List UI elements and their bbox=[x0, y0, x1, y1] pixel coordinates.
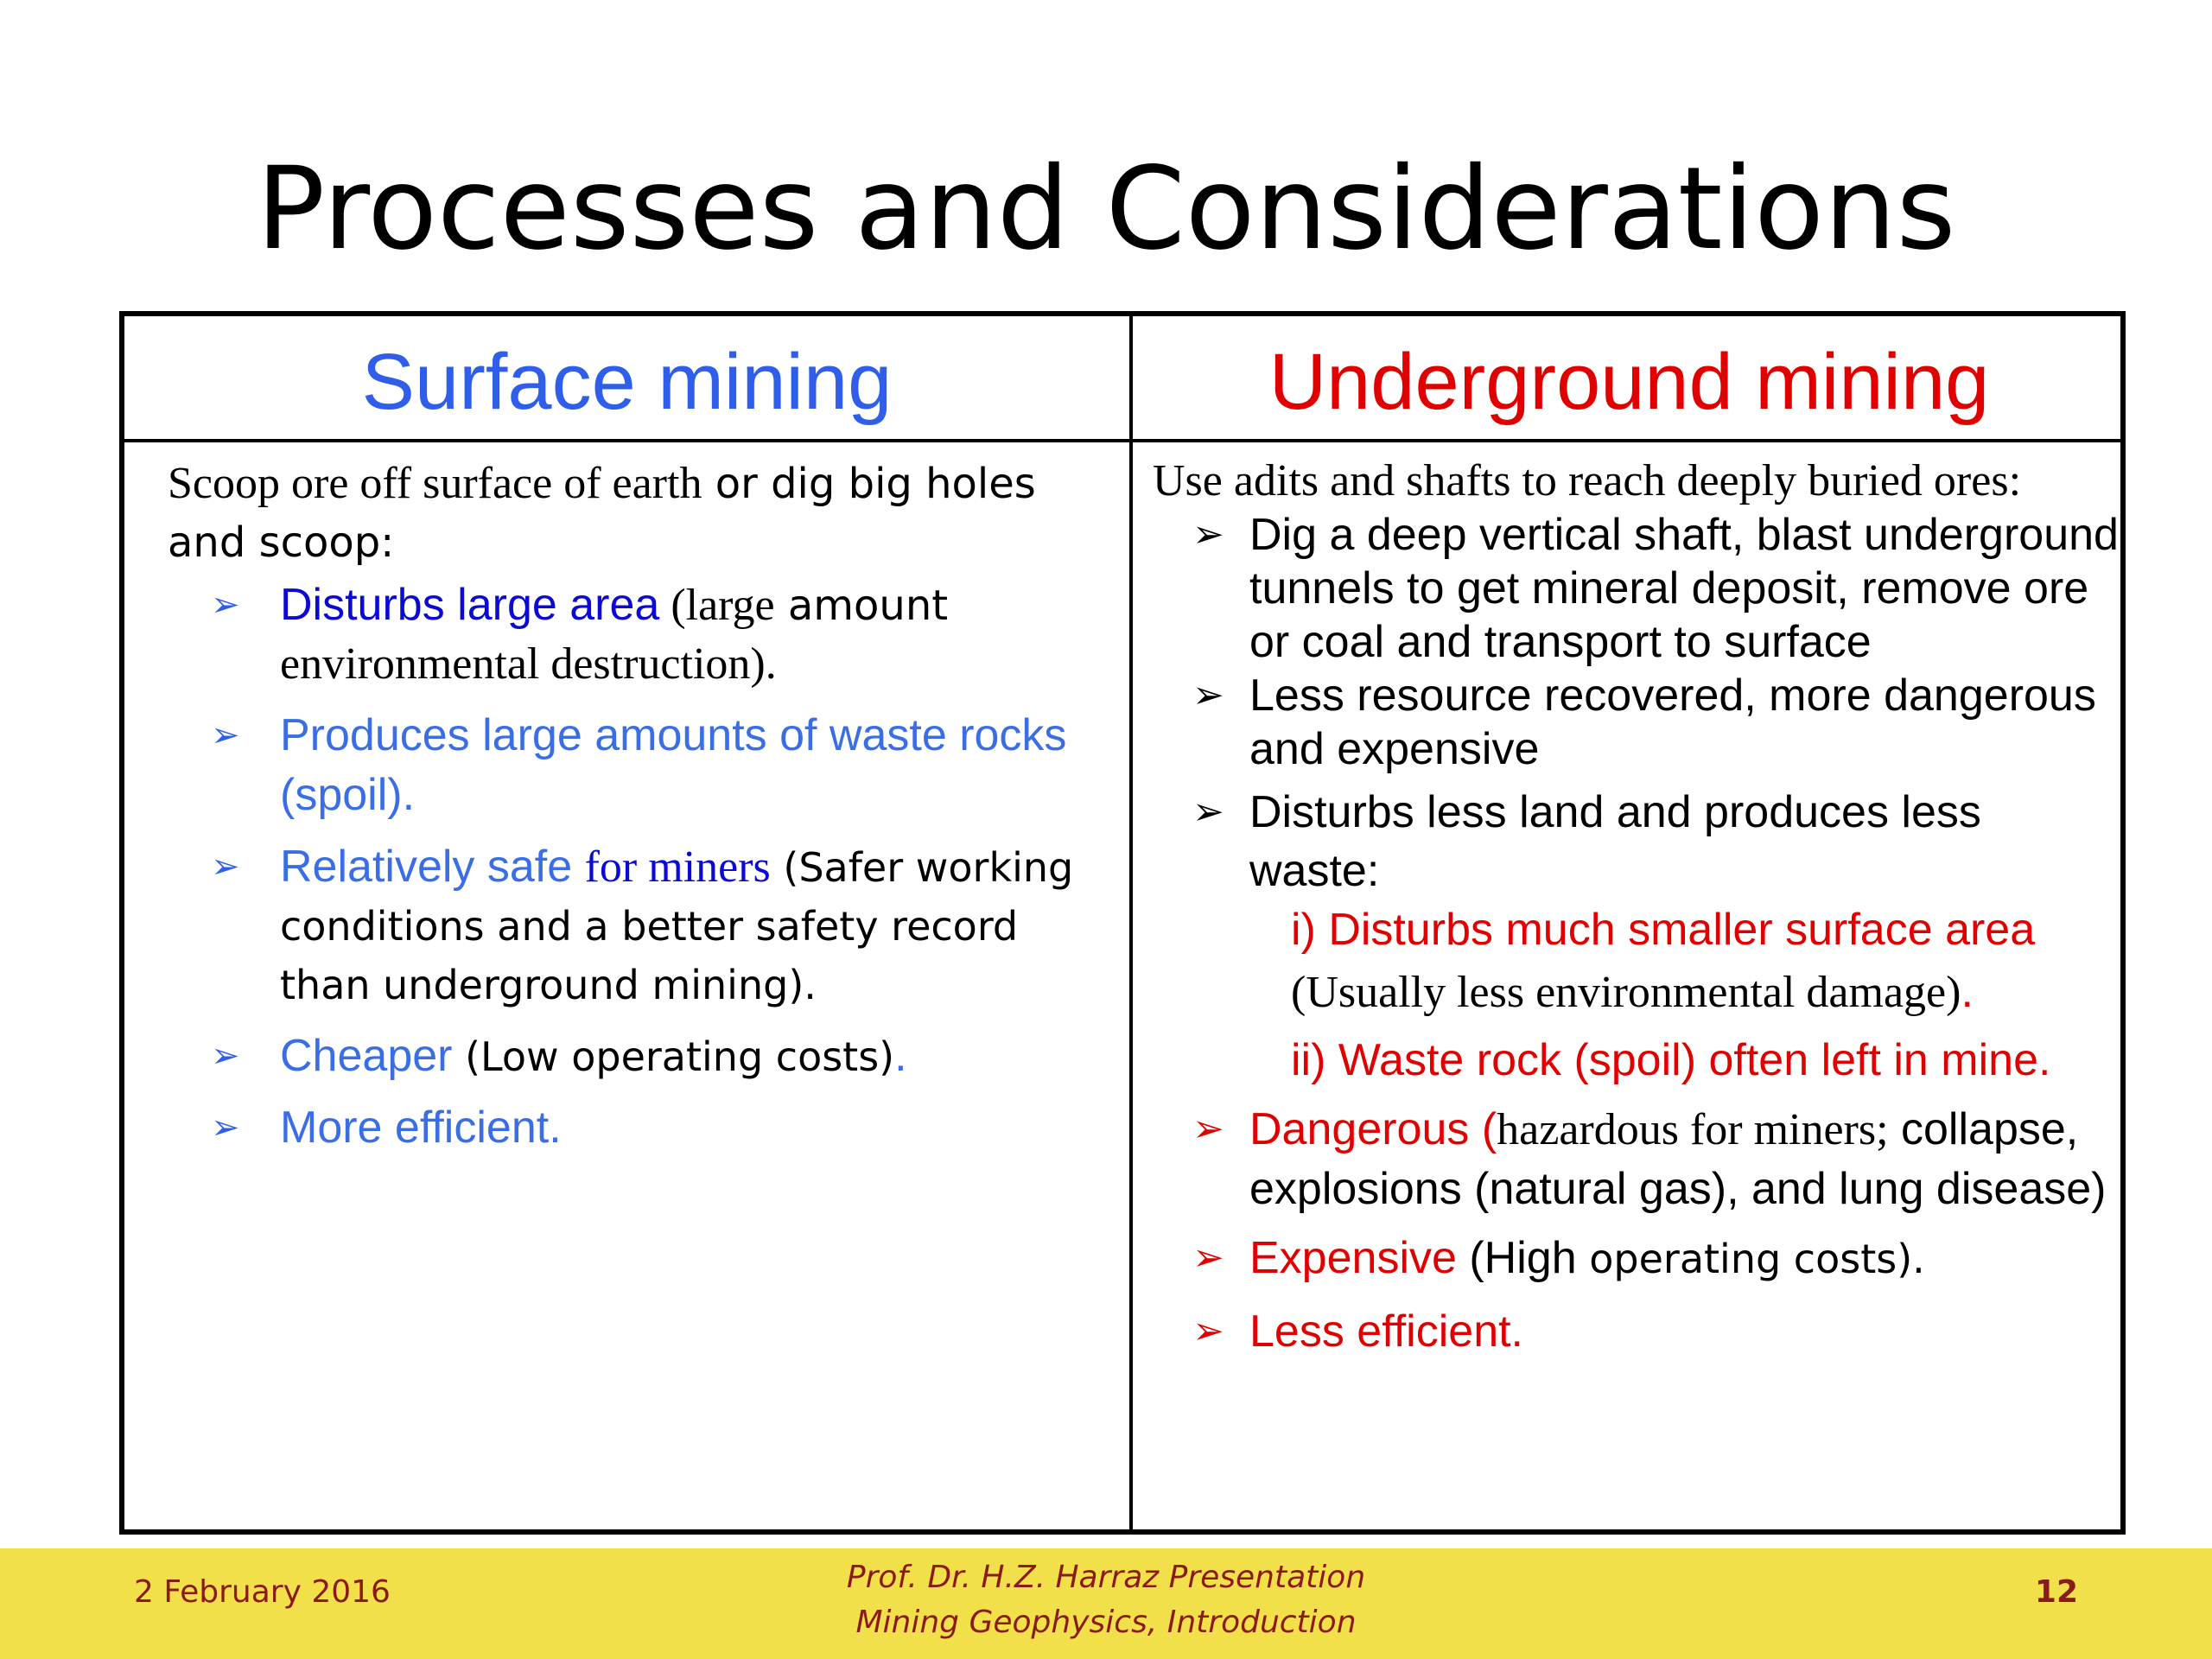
arrow-bullet-icon: ➢ bbox=[211, 715, 240, 755]
arrow-bullet-icon: ➢ bbox=[211, 847, 240, 887]
surface-bullet-main: Cheaper bbox=[280, 1031, 453, 1081]
footer-line-1: Prof. Dr. H.Z. Harraz Presentation bbox=[846, 1560, 1366, 1595]
arrow-bullet-icon: ➢ bbox=[1192, 512, 1224, 556]
arrow-bullet-icon: ➢ bbox=[211, 1108, 240, 1147]
arrow-bullet-icon: ➢ bbox=[1192, 790, 1224, 834]
underground-subpoint-2: ii) Waste rock (spoil) often left in mine. bbox=[1291, 1035, 2051, 1085]
footer-line-2: Mining Geophysics, Introduction bbox=[855, 1605, 1357, 1640]
surface-intro-part: or dig big holes and scoop: bbox=[168, 460, 1036, 567]
underground-intro: Use adits and shafts to reach deeply buried ores: bbox=[1153, 456, 2022, 505]
subpoint-main: i) Disturbs much smaller surface area bbox=[1291, 905, 2036, 955]
surface-mining-header: Surface mining bbox=[361, 338, 893, 426]
underground-mining-column bbox=[1153, 454, 2120, 1361]
underground-bullet-main: Expensive bbox=[1249, 1233, 1457, 1283]
surface-bullet-main: Disturbs large area bbox=[280, 580, 660, 630]
surface-bullet-detail: environmental destruction). bbox=[280, 639, 777, 689]
surface-bullet-main: for miners bbox=[584, 842, 771, 892]
underground-bullet-2 bbox=[1153, 669, 2120, 776]
underground-bullet-6 bbox=[1153, 1302, 2120, 1361]
arrow-bullet-icon: ➢ bbox=[1192, 1236, 1224, 1280]
underground-bullet-4 bbox=[1153, 1100, 2120, 1218]
surface-mining-column bbox=[168, 454, 1118, 1170]
footer-date: 2 February 2016 bbox=[134, 1574, 391, 1610]
footer-presenter bbox=[760, 1555, 1452, 1645]
surface-bullet-1 bbox=[168, 575, 1118, 694]
arrow-bullet-icon: ➢ bbox=[211, 585, 240, 625]
underground-bullet-detail: (High bbox=[1456, 1233, 1577, 1283]
comparison-table bbox=[119, 311, 2126, 1535]
subpoint-detail: . bbox=[1961, 967, 1974, 1017]
table-header-divider bbox=[124, 439, 2120, 442]
underground-bullet-5 bbox=[1153, 1229, 2120, 1288]
underground-bullet-3 bbox=[1153, 783, 2120, 900]
surface-bullet-detail: (large bbox=[659, 581, 775, 630]
arrow-bullet-icon: ➢ bbox=[1192, 1309, 1224, 1353]
surface-bullet-detail: . bbox=[894, 1031, 907, 1081]
underground-bullet-text: Dig a deep vertical shaft, blast underground tunnels to get mineral deposit, remove ore or coal and transport to surface bbox=[1249, 510, 2119, 667]
surface-bullet-detail: amount bbox=[774, 582, 949, 630]
table-column-divider bbox=[1129, 316, 1133, 1529]
surface-bullet-4 bbox=[168, 1027, 1118, 1086]
underground-subpoint-1 bbox=[1153, 900, 2120, 1022]
surface-bullet-main: Produces large amounts of waste rocks (spoil). bbox=[280, 710, 1067, 820]
surface-bullet-main: More efficient. bbox=[280, 1103, 562, 1153]
slide-title: Processes and Considerations bbox=[256, 143, 1956, 276]
arrow-bullet-icon: ➢ bbox=[1192, 673, 1224, 717]
underground-bullet-main: Dangerous ( bbox=[1249, 1104, 1497, 1154]
footer-bar bbox=[0, 1548, 2212, 1659]
surface-bullet-detail: (Safer working conditions and a better safety record than underground mining). bbox=[280, 844, 1074, 1008]
surface-bullet-3 bbox=[168, 837, 1118, 1014]
underground-bullet-text: Disturbs less land and produces less waste: bbox=[1249, 787, 1981, 896]
surface-bullet-detail: (Low operating costs) bbox=[452, 1033, 895, 1080]
surface-bullet-2 bbox=[168, 706, 1118, 825]
surface-bullet-5 bbox=[168, 1098, 1118, 1158]
underground-bullet-1 bbox=[1153, 508, 2120, 669]
subpoint-detail: (Usually less environmental damage) bbox=[1291, 968, 1961, 1017]
underground-mining-header: Underground mining bbox=[1268, 338, 1990, 426]
surface-intro-part: Scoop ore off surface of earth bbox=[168, 459, 702, 508]
page-number: 12 bbox=[2034, 1574, 2078, 1610]
underground-bullet-main: Less efficient. bbox=[1249, 1306, 1524, 1357]
arrow-bullet-icon: ➢ bbox=[211, 1036, 240, 1076]
underground-bullet-detail: collapse, explosions (natural gas), and lung disease) bbox=[1249, 1104, 2107, 1214]
arrow-bullet-icon: ➢ bbox=[1192, 1107, 1224, 1151]
underground-bullet-detail: hazardous for miners; bbox=[1497, 1105, 1889, 1154]
underground-bullet-text: Less resource recovered, more dangerous and expensive bbox=[1249, 671, 2096, 774]
surface-bullet-main: Relatively safe bbox=[280, 842, 585, 892]
underground-bullet-detail: operating costs). bbox=[1576, 1236, 1925, 1282]
surface-intro bbox=[168, 454, 1118, 572]
